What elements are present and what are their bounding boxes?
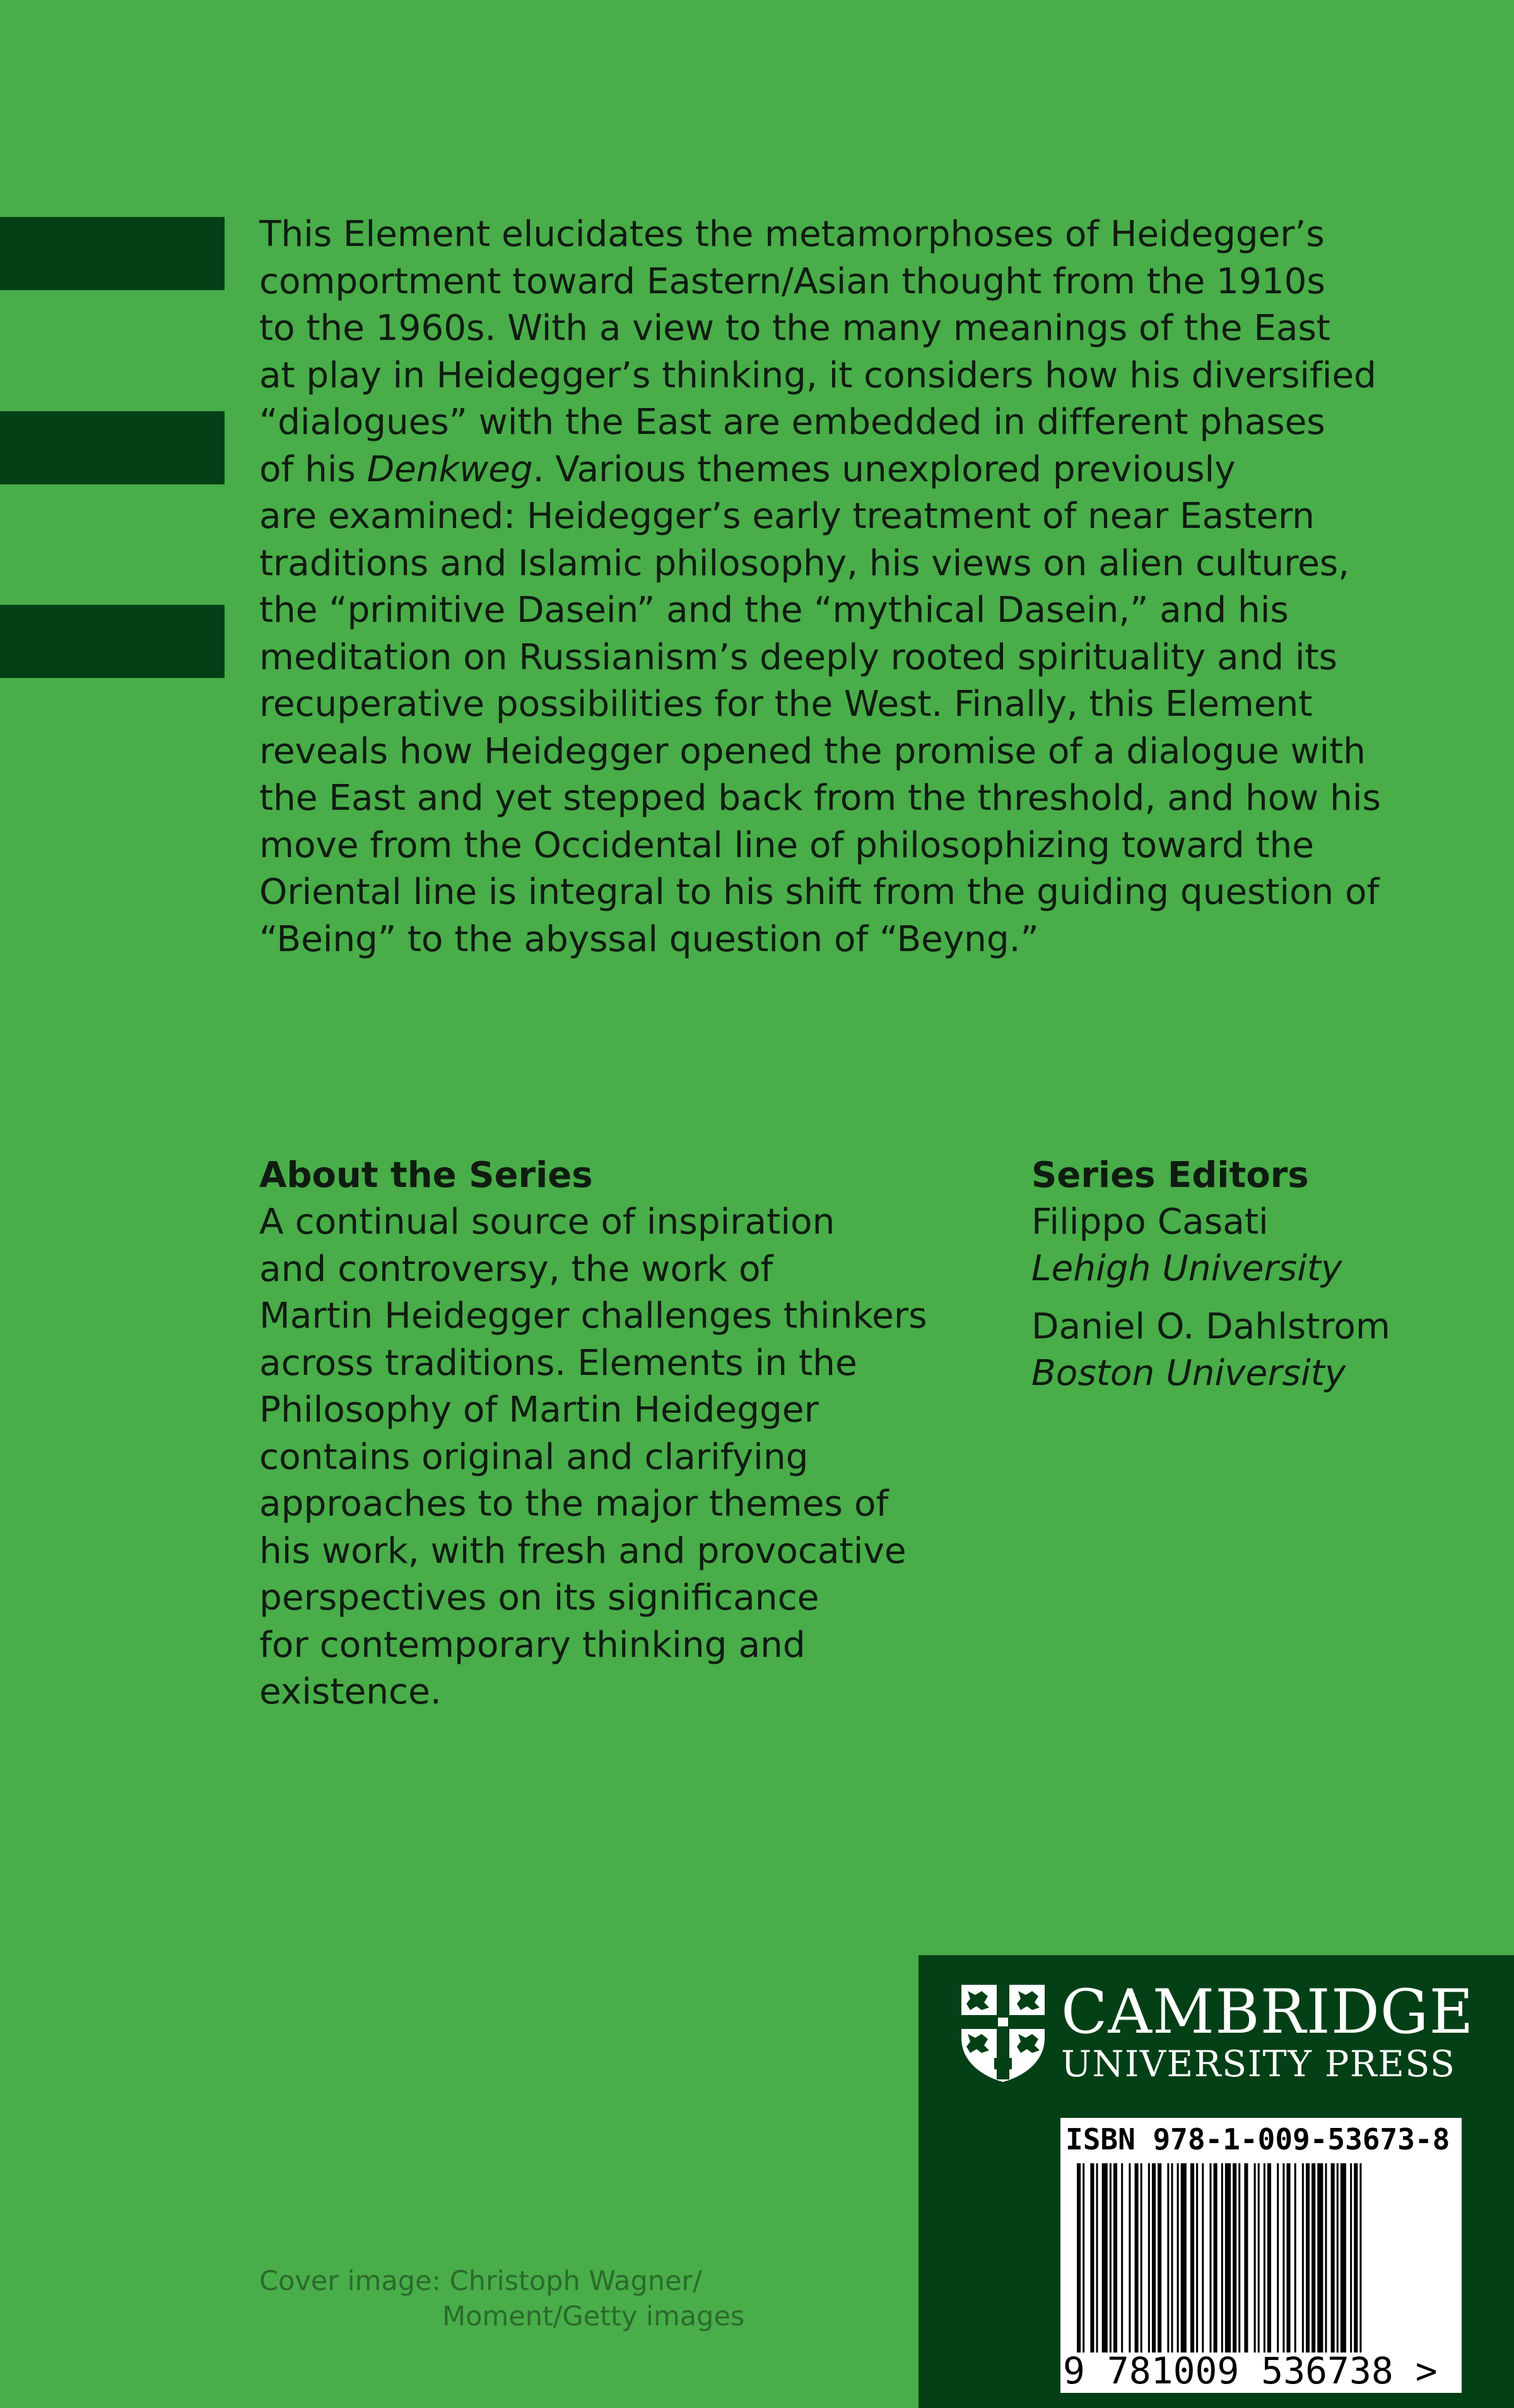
- about-series-line: contains original and clarifying: [259, 1436, 809, 1478]
- description-line: to the 1960s. With a view to the many meanings of the East: [259, 308, 1330, 349]
- description-line: recuperative possibilities for the West. Finally, this Element: [259, 684, 1313, 725]
- publisher-name-line1: CAMBRIDGE: [1061, 1977, 1474, 2047]
- about-series-line: existence.: [259, 1671, 442, 1712]
- barcode-bar: [1258, 2163, 1260, 2352]
- barcode-bar: [1196, 2163, 1198, 2352]
- barcode-bar: [1294, 2163, 1296, 2352]
- description-text: . Various themes unexplored previously: [532, 448, 1236, 490]
- barcode-bar: [1110, 2163, 1112, 2352]
- barcode-bar: [1225, 2163, 1231, 2352]
- about-series-line: A continual source of inspiration: [259, 1201, 835, 1242]
- barcode-bar: [1277, 2163, 1279, 2352]
- barcode-bar: [1350, 2163, 1352, 2352]
- about-series-line: his work, with fresh and provocative: [259, 1530, 907, 1572]
- about-series-line: Philosophy of Martin Heidegger: [259, 1389, 819, 1430]
- editor-name: Filippo Casati: [1031, 1201, 1269, 1242]
- credit-line: Moment/Getty images: [442, 2301, 745, 2332]
- barcode-bar: [1096, 2163, 1098, 2352]
- barcode-bar: [1302, 2163, 1304, 2352]
- barcode-bar: [1141, 2163, 1142, 2352]
- about-series-line: Martin Heidegger challenges thinkers: [259, 1295, 927, 1336]
- cambridge-shield-icon: [959, 1982, 1047, 2083]
- barcode-bar: [1359, 2163, 1361, 2352]
- editor-entry: [1031, 1199, 1473, 1292]
- about-series-line: perspectives on its significance: [259, 1577, 819, 1618]
- barcode-bar: [1331, 2163, 1335, 2352]
- barcode-bar: [1152, 2163, 1156, 2352]
- description-line: “Being” to the abyssal question of “Beyng.”: [259, 918, 1039, 960]
- about-series-line: across traditions. Elements in the: [259, 1342, 857, 1384]
- barcode-bar: [1286, 2163, 1290, 2352]
- barcode-bar: [1090, 2163, 1094, 2352]
- decorative-bar-bottom: [0, 605, 225, 678]
- description-line: [259, 447, 1414, 494]
- description-line: “dialogues” with the East are embedded in different phases: [259, 402, 1325, 443]
- barcode-bar: [1282, 2163, 1284, 2352]
- barcode-bar: [1135, 2163, 1139, 2352]
- barcode-bar: [1181, 2163, 1187, 2352]
- description-line: This Element elucidates the metamorphoses of Heidegger’s: [259, 214, 1325, 255]
- about-series-section: [259, 1152, 953, 1716]
- barcode-bar: [1113, 2163, 1117, 2352]
- cover-image-credit: [259, 2264, 744, 2334]
- description-line: Oriental line is integral to his shift from the guiding question of: [259, 872, 1380, 913]
- barcode-bar: [1209, 2163, 1211, 2352]
- barcode-bar: [1264, 2163, 1265, 2352]
- barcode-bar: [1306, 2163, 1310, 2352]
- description-line: are examined: Heidegger’s early treatment of near Eastern: [259, 496, 1315, 537]
- barcode-bar: [1190, 2163, 1194, 2352]
- about-series-line: and controversy, the work of: [259, 1248, 773, 1290]
- description-line: meditation on Russianism’s deeply rooted spirituality and its: [259, 636, 1337, 678]
- barcode-bar: [1337, 2163, 1339, 2352]
- description-line: the “primitive Dasein” and the “mythical Dasein,” and his: [259, 590, 1289, 631]
- about-series-text: [259, 1199, 953, 1716]
- barcode-bar: [1102, 2163, 1108, 2352]
- barcode-bar: [1171, 2163, 1173, 2352]
- barcode-bar: [1167, 2163, 1169, 2352]
- about-series-line: approaches to the major themes of: [259, 1483, 889, 1524]
- barcode-bar: [1312, 2163, 1315, 2352]
- book-description: [259, 211, 1414, 963]
- barcode-bar: [1238, 2163, 1240, 2352]
- barcode-bar: [1254, 2163, 1256, 2352]
- barcode-bar: [1341, 2163, 1346, 2352]
- description-line: reveals how Heidegger opened the promise of a dialogue with: [259, 730, 1366, 772]
- barcode-bar: [1317, 2163, 1323, 2352]
- barcode-bar: [1177, 2163, 1179, 2352]
- editor-entry: [1031, 1304, 1473, 1397]
- barcode-bar: [1158, 2163, 1161, 2352]
- barcode-bar: [1077, 2163, 1081, 2352]
- editor-affiliation: Boston University: [1031, 1353, 1346, 1394]
- barcode-bar: [1267, 2163, 1271, 2352]
- about-series-line: for contemporary thinking and: [259, 1624, 806, 1666]
- isbn-barcode: [1060, 2118, 1462, 2393]
- description-line: at play in Heidegger’s thinking, it considers how his diversified: [259, 354, 1376, 396]
- isbn-label: ISBN 978-1-009-53673-8: [1065, 2122, 1450, 2156]
- description-line: the East and yet stepped back from the threshold, and how his: [259, 778, 1381, 819]
- series-editors-section: [1031, 1152, 1473, 1397]
- barcode-bar: [1083, 2163, 1084, 2352]
- decorative-bar-middle: [0, 411, 225, 484]
- barcode-bar: [1244, 2163, 1248, 2352]
- decorative-bar-top: [0, 217, 225, 290]
- ean-digits: 9 781009 536738 >: [1063, 2349, 1438, 2392]
- about-series-title: About the Series: [259, 1155, 593, 1196]
- barcode-bar: [1221, 2163, 1223, 2352]
- barcode-bar: [1354, 2163, 1358, 2352]
- barcode-bars: [1077, 2163, 1449, 2352]
- barcode-bar: [1325, 2163, 1327, 2352]
- barcode-bar: [1233, 2163, 1236, 2352]
- publisher-name-line2: UNIVERSITY PRESS: [1061, 2043, 1456, 2085]
- barcode-bar: [1148, 2163, 1150, 2352]
- publisher-name: [1061, 1977, 1474, 2085]
- editor-name: Daniel O. Dahlstrom: [1031, 1306, 1390, 1347]
- barcode-bar: [1121, 2163, 1123, 2352]
- editor-affiliation: Lehigh University: [1031, 1248, 1342, 1289]
- italic-term: Denkweg: [367, 448, 533, 490]
- credit-line: Cover image: Christoph Wagner/: [259, 2265, 702, 2297]
- barcode-bar: [1129, 2163, 1130, 2352]
- description-line: comportment toward Eastern/Asian thought from the 1910s: [259, 260, 1325, 302]
- description-text: of his: [259, 448, 367, 490]
- series-editors-title: Series Editors: [1031, 1155, 1309, 1196]
- description-line: traditions and Islamic philosophy, his views on alien cultures,: [259, 542, 1349, 584]
- description-line: move from the Occidental line of philosophizing toward the: [259, 824, 1314, 866]
- publisher-panel: [918, 1955, 1514, 2408]
- barcode-bar: [1202, 2163, 1204, 2352]
- barcode-bar: [1214, 2163, 1218, 2352]
